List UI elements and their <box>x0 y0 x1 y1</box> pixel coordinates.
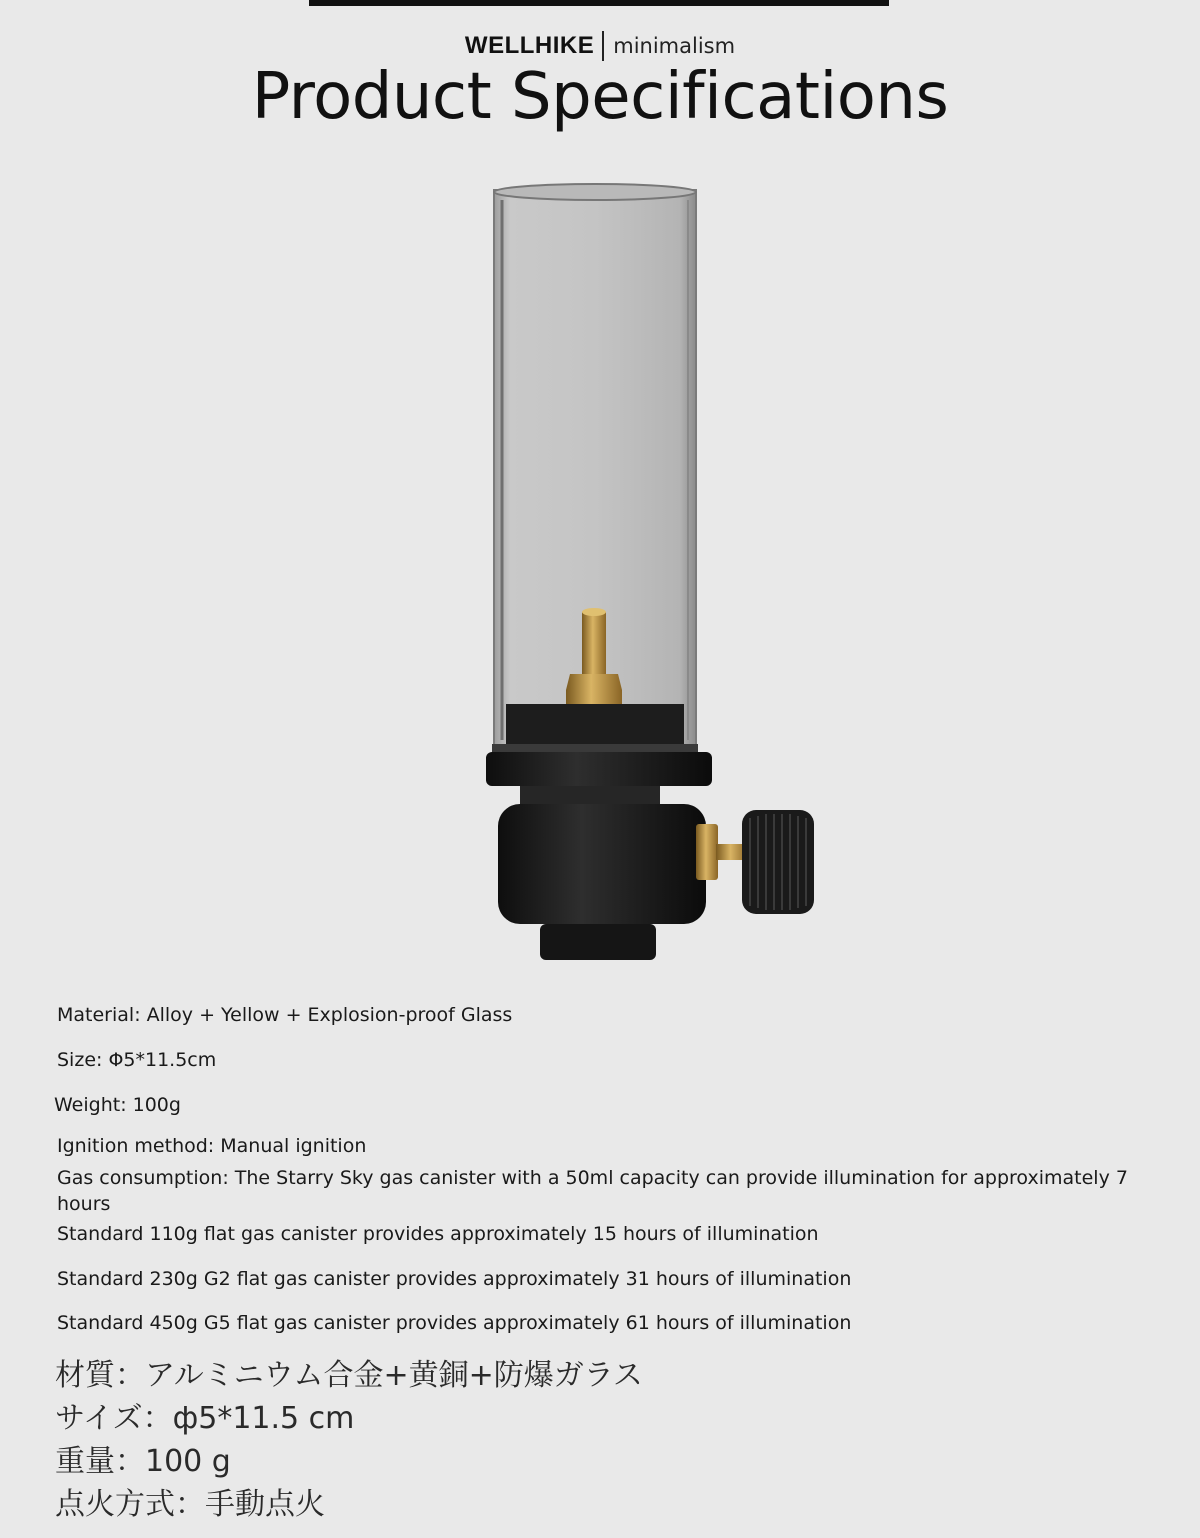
spec-jp-material: 材質：アルミニウム合金+黄銅+防爆ガラス <box>55 1358 643 1393</box>
spec-gas-consumption: Gas consumption: The Starry Sky gas canister with a 50ml capacity can provide illumination for approximately 7 hours <box>57 1167 1128 1215</box>
spec-weight: Weight: 100g <box>54 1094 181 1116</box>
spec-jp-weight: 重量：100 g <box>55 1444 231 1479</box>
product-lantern-image <box>470 180 830 970</box>
black-collar <box>486 704 712 786</box>
spec-ignition: Ignition method: Manual ignition <box>57 1135 367 1157</box>
spec-canister-110g: Standard 110g flat gas canister provides approximately 15 hours of illumination <box>57 1223 819 1245</box>
brand-tagline: minimalism <box>613 34 736 58</box>
brand-separator <box>602 31 604 61</box>
adjustment-knob <box>696 810 814 914</box>
spec-canister-230g: Standard 230g G2 flat gas canister provides approximately 31 hours of illumination <box>57 1268 852 1290</box>
spec-size: Size: Φ5*11.5cm <box>57 1049 217 1071</box>
spec-canister-450g: Standard 450g G5 flat gas canister provides approximately 61 hours of illumination <box>57 1312 852 1334</box>
page-title: Product Specifications <box>251 60 949 134</box>
brand-header <box>0 28 1200 64</box>
spec-jp-size: サイズ：ф5*11.5 cm <box>55 1401 355 1436</box>
spec-material: Material: Alloy + Yellow + Explosion-proof Glass <box>57 1004 513 1026</box>
top-divider-bar <box>309 0 889 6</box>
valve-body <box>498 786 706 960</box>
brand-logo: WELLHIKE <box>464 32 595 59</box>
spec-jp-ignition: 点火方式：手動点火 <box>55 1487 325 1522</box>
